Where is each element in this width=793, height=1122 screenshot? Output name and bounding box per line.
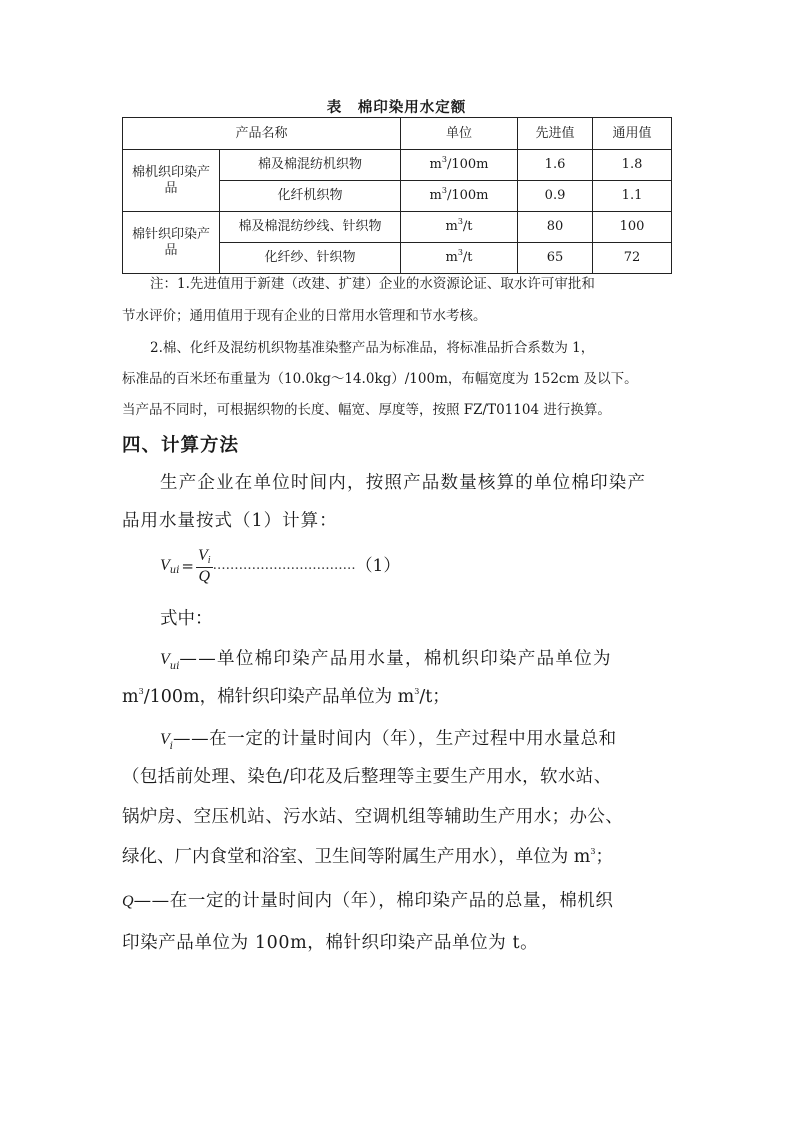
advanced-value: 0.9: [518, 181, 593, 212]
formula-numerator: [196, 547, 213, 568]
note-2-line-3: 当产品不同时，可根据织物的长度、幅宽、厚度等，按照 FZ/T01104 进行换算。: [122, 402, 611, 418]
advanced-value: 1.6: [518, 150, 593, 181]
def-vi-text-1: ——在一定的计量时间内（年），生产过程中用水量总和: [172, 729, 617, 749]
unit-sup: 3: [441, 154, 447, 164]
header-advanced: 先进值: [518, 118, 593, 150]
formula-denominator: Q: [198, 567, 211, 585]
unit-prefix: m: [429, 157, 442, 172]
def-vi-line-2: （包括前处理、染色/印花及后整理等主要生产用水，软水站、: [122, 767, 612, 787]
equation-number: （1）: [355, 556, 401, 576]
section-heading: 四、计算方法: [122, 435, 240, 456]
general-value: 100: [593, 212, 672, 243]
def-vui-symbol: V: [160, 651, 170, 668]
where-label: 式中：: [160, 609, 213, 629]
def-vi-text-4a: 绿化、厂内食堂和浴室、卫生间等附属生产用水），单位为 m: [122, 847, 591, 867]
def-vui-unit-sup-2: 3: [414, 687, 420, 697]
header-general: 通用值: [593, 118, 672, 150]
header-product: 产品名称: [123, 118, 401, 150]
equals-sign: =: [181, 557, 194, 575]
unit-cell: [401, 243, 518, 274]
category-knitted: 棉针织印染产品: [123, 212, 220, 274]
unit-prefix: m: [429, 188, 442, 203]
unit-sup: 3: [441, 185, 447, 195]
def-vui-line-1: [160, 648, 612, 673]
header-unit: 单位: [401, 118, 518, 150]
formula-1: [160, 544, 400, 588]
product-name: 化纤机织物: [220, 181, 401, 212]
def-vi-unit-sup: 3: [590, 847, 596, 857]
general-value: 72: [593, 243, 672, 274]
numerator-sub: i: [207, 554, 211, 566]
def-q-line-2: 印染产品单位为 100m，棉针织印染产品单位为 t。: [122, 933, 539, 953]
category-woven: 棉机织印染产品: [123, 150, 220, 212]
water-quota-table: [122, 117, 672, 274]
unit-cell: [401, 150, 518, 181]
formula-fraction: [196, 547, 213, 586]
formula-lhs-sub: ui: [169, 565, 180, 576]
note-1-line-1: 注：1.先进值用于新建（改建、扩建）企业的水资源论证、取水许可审批和: [150, 276, 595, 292]
unit-cell: [401, 212, 518, 243]
intro-line-2: 品用水量按式（1）计算：: [122, 511, 338, 531]
unit-suffix: /t: [462, 219, 473, 234]
def-vi-symbol: V: [160, 731, 170, 748]
def-q-line-1: [122, 890, 614, 913]
unit-suffix: /t: [462, 250, 473, 265]
def-q-text-1: ——在一定的计量时间内（年），棉印染产品的总量，棉机织: [133, 891, 614, 911]
def-vui-unit-a: m: [122, 687, 139, 707]
product-name: 棉及棉混纺纱线、针织物: [220, 212, 401, 243]
unit-suffix: /100m: [446, 188, 489, 203]
advanced-value: 65: [518, 243, 593, 274]
def-vi-text-4b: ；: [595, 847, 613, 867]
table-row: [123, 212, 672, 243]
def-vi-line-4: [122, 846, 613, 868]
advanced-value: 80: [518, 212, 593, 243]
formula-leaders: ……………………………: [212, 558, 356, 573]
def-vui-symbol-sub: ui: [169, 661, 180, 672]
def-vi-symbol-sub: i: [169, 741, 173, 752]
unit-sup: 3: [457, 247, 463, 257]
def-vi-line-1: [160, 728, 617, 753]
def-vui-unit-sup: 3: [138, 687, 144, 697]
unit-sup: 3: [457, 216, 463, 226]
def-q-symbol: Q: [122, 893, 134, 910]
product-name: 棉及棉混纺机织物: [220, 150, 401, 181]
note-2-line-2: 标准品的百米坯布重量为（10.0kg～14.0kg）/100m，布幅宽度为 152cm 及以下。: [122, 371, 638, 387]
def-vui-unit-c: /t；: [419, 687, 450, 707]
def-vui-text: ——单位棉印染产品用水量，棉机织印染产品单位为: [179, 649, 612, 669]
note-2-line-1: 2.棉、化纤及混纺机织物基准染整产品为标准品，将标准品折合系数为 1，: [150, 340, 595, 356]
numerator-symbol: V: [198, 546, 208, 564]
table-caption: 表 棉印染用水定额: [326, 100, 467, 116]
unit-suffix: /100m: [446, 157, 489, 172]
unit-cell: [401, 181, 518, 212]
def-vui-line-2: [122, 686, 450, 708]
note-1-line-2: 节水评价；通用值用于现有企业的日常用水管理和节水考核。: [122, 308, 487, 324]
unit-prefix: m: [445, 219, 458, 234]
table-row: [123, 150, 672, 181]
general-value: 1.8: [593, 150, 672, 181]
product-name: 化纤纱、针织物: [220, 243, 401, 274]
general-value: 1.1: [593, 181, 672, 212]
def-vui-unit-b: /100m，棉针织印染产品单位为 m: [143, 687, 415, 707]
def-vi-line-3: 锅炉房、空压机站、污水站、空调机组等辅助生产用水；办公、: [122, 807, 624, 827]
unit-prefix: m: [445, 250, 458, 265]
intro-line-1: 生产企业在单位时间内，按照产品数量核算的单位棉印染产: [160, 473, 647, 493]
formula-lhs: V: [160, 557, 170, 574]
table-header-row: [123, 118, 672, 150]
